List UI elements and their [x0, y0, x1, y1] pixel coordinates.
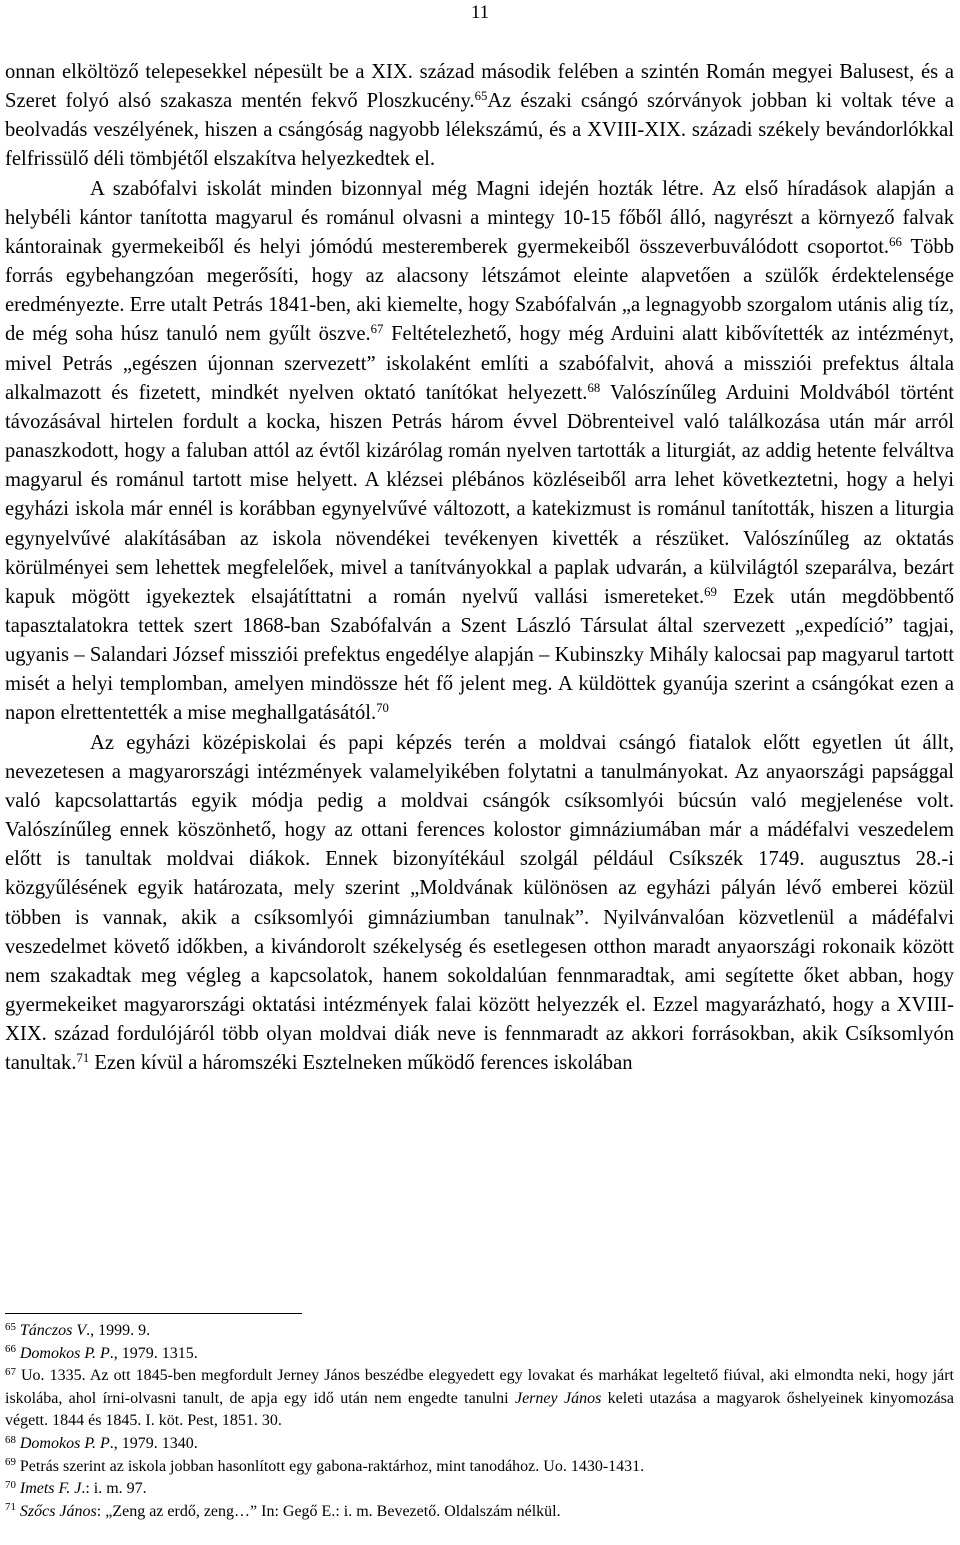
footnote-reference[interactable]: 70: [376, 701, 389, 716]
paragraph: [5, 175, 954, 729]
text-run: Ezen kívül a háromszéki Esztelneken működő ferences iskolában: [89, 1052, 633, 1075]
footnotes: [5, 1320, 954, 1523]
footnote-number: 65: [5, 1320, 16, 1333]
footnote-item: [5, 1365, 954, 1433]
text-run: : „Zeng az erdő, zeng…” In: Gegő E.: i. m. Bevezető. Oldalszám nélkül.: [96, 1502, 561, 1520]
text-run: onnan elköltöző telepesekkel népesült be a XIX. század második felében a szintén Román megyei Balusest, és a Szeret folyó alsó szakasza mentén fekvő Ploszkucény.: [5, 61, 954, 113]
footnote-reference[interactable]: 65: [474, 89, 488, 104]
text-run: ., 1979. 1315.: [109, 1344, 198, 1362]
footnote-number: 67: [5, 1365, 16, 1378]
italic-text: Domokos P. P: [19, 1434, 110, 1452]
footnote-reference[interactable]: 66: [889, 234, 902, 249]
footnote-item: [5, 1456, 954, 1479]
text-run: Az egyházi középiskolai és papi képzés terén a moldvai csángó fiatalok előtt egyetlen út állt, nevezetesen a magyarországi intézmények valamelyikében folytatni a tanulmányokat. Az anyaországi papsággal való kapcsolattartás egyik módja pedig a moldvai csángók csíksomlyói búcsún való megjelenése volt. Valószínűleg ennek köszönhető, hogy az ottani ferences kolostor gimnáziumában már a mádéfalvi veszedelem előtt is tanultak moldvai diákok. Ennek bizonyítékául szolgál például Csíkszék 1749. augusztus 28.-i közgyűlésének egyik határozata, mely szerint „Moldvának különösen az egyházi pályán lévő emberei közül többen is vannak, akik a csíksomlyói gimnáziumban tanulnak”. Nyilvánvalóan közvetlenül a mádéfalvi veszedelmet követő időkben, a kivándorolt székelység és esetlegesen otthon maradt anyaországi rokonaik között nem szakadtak meg végleg a kapcsolatok, hanem sokoldalúan fennmaradtak, ami segítette őket abban, hogy gyermekeiket magyarországi oktatási intézmények falai között helyezzék el. Ezzel magyarázható, hogy a XVIII-XIX. század fordulójáról több olyan moldvai diák neve is fennmaradt az akkori forrásokban, akik Csíksomlyón tanultak.: [5, 731, 954, 1075]
footnote-reference[interactable]: 68: [587, 380, 601, 395]
footnote-number: 69: [5, 1456, 16, 1469]
text-run: .: i. m. 97.: [81, 1480, 147, 1498]
footnote-reference[interactable]: 69: [704, 584, 717, 599]
italic-text: Tánczos V: [19, 1322, 87, 1339]
footnote-number: 68: [5, 1433, 16, 1446]
text-run: Petrás szerint az iskola jobban hasonlított egy gabona-raktárhoz, mint tanodához. Uo. 1430-1431.: [19, 1457, 645, 1475]
text-run: Uo. 1335. Az ott 1845-ben megfordult Jerney János beszédbe elegyedett egy lovakat és marhákat legeltető fiúval, aki elmondta neki, hogy járt iskolába, ahol írni-olvasni tanult, de apja egy idő után nem engedte tanulni: [5, 1367, 954, 1407]
text-run: ., 1999. 9.: [86, 1322, 151, 1339]
text-run: keleti utazása a magyarok őshelyeinek kinyomozása végett. 1844 és 1845. I. köt. Pest, 1851. 30.: [5, 1389, 954, 1430]
footnote-item: [5, 1501, 954, 1524]
footnote-reference[interactable]: 71: [76, 1051, 90, 1066]
text-run: Feltételezhető, hogy még Arduini alatt kibővítették az intézményt, mivel Petrás „egészen újonnan szervezett” iskolaként említi a szabófalvit, ahová a missziói prefektus általa alkalmazott és fizetett, mindkét nyelven oktató tanítókat helyezett.: [5, 323, 954, 404]
body-text: [5, 58, 954, 1078]
footnote-item: [5, 1478, 954, 1501]
italic-text: Domokos P. P: [19, 1344, 110, 1362]
footnote-number: 66: [5, 1343, 16, 1356]
footnote-item: [5, 1433, 954, 1456]
text-run: Valószínűleg Arduini Moldvából történt távozásával hirtelen fordult a kocka, hiszen Petrás három évvel Döbrenteivel való találkozása után már arról panaszkodott, hogy a faluban attól az évtől kizárólag román nyelven tartották a liturgiát, az addig hetente felváltva magyarul és románul tartott mise helyett. A klézsei plébános közléseiből arra lehet következtetni, hogy a helyi egyházi iskola már ennél is korábban egynyelvűvé változott, a katekizmust is románul tanították, hiszen a liturgia egynyelvűvé alakításában az iskola növendékei tevékenyen kivették a részüket. Valószínűleg az oktatás körülményei sem lehettek megfelelőek, mivel a tanítványokkal a paplak udvarán, a külvilágtól szeparálva, bezárt kapuk mögött igyekeztek elsajátíttatni a román nyelvű vallási ismereteket.: [5, 381, 954, 608]
footnote-number: 71: [5, 1501, 16, 1514]
footnote-item: [5, 1320, 954, 1343]
page-number: 11: [470, 2, 490, 23]
footnote-separator: [5, 1313, 302, 1314]
text-run: ., 1979. 1340.: [109, 1434, 198, 1452]
italic-text: Jerney János: [514, 1389, 602, 1407]
text-run: A szabófalvi iskolát minden bizonnyal még Magni idején hozták létre. Az első híradások alapján a helybéli kántor tanította magyarul és románul olvasni a mintegy 10-15 főből álló, nagyrészt a környező falvak kántorainak gyermekeiből és helyi jómódú mesteremberek gyermekeiből összeverbuválódott csoportot.: [5, 177, 954, 258]
text-run: Több forrás egybehangzóan megerősíti, hogy az alacsony létszámot eleinte alapvetően a szülők érdektelensége eredményezte. Erre utalt Petrás 1841-ben, aki kiemelte, hogy Szabófalván „a legnagyobb szorgalom utánis alig tíz, de még soha húsz tanuló nem gyűlt öszve.: [5, 235, 954, 346]
footnote-number: 70: [5, 1478, 16, 1491]
paragraph: [5, 729, 954, 1079]
text-run: Ezek után megdöbbentő tapasztalatokra tettek szert 1868-ban Szabófalván a Szent László Társulat által szervezett „expedíció” tagjai, ugyanis – Salandari József missziói prefektus engedélye alapján – Kubinszky Mihály kalocsai pap magyarul tartott misét a helyi templomban, amelyen mindössze hét fő jelent meg. A küldöttek gyanúja szerint a csángókat ezen a napon elrettentették a mise meghallgatásától.: [5, 585, 954, 725]
text-run: Az északi csángó szórványok jobban ki voltak téve a beolvadás veszélyének, hiszen a csángóság nagyobb lélekszámú, és a XVIII-XIX. századi székely bevándorlókkal felfrissülő déli tömbjétől elszakítva helyezkedtek el.: [5, 90, 954, 171]
footnote-item: [5, 1343, 954, 1366]
italic-text: Imets F. J: [19, 1480, 82, 1498]
paragraph: [5, 58, 954, 175]
italic-text: Szőcs János: [19, 1502, 97, 1520]
footnote-reference[interactable]: 67: [370, 322, 384, 337]
